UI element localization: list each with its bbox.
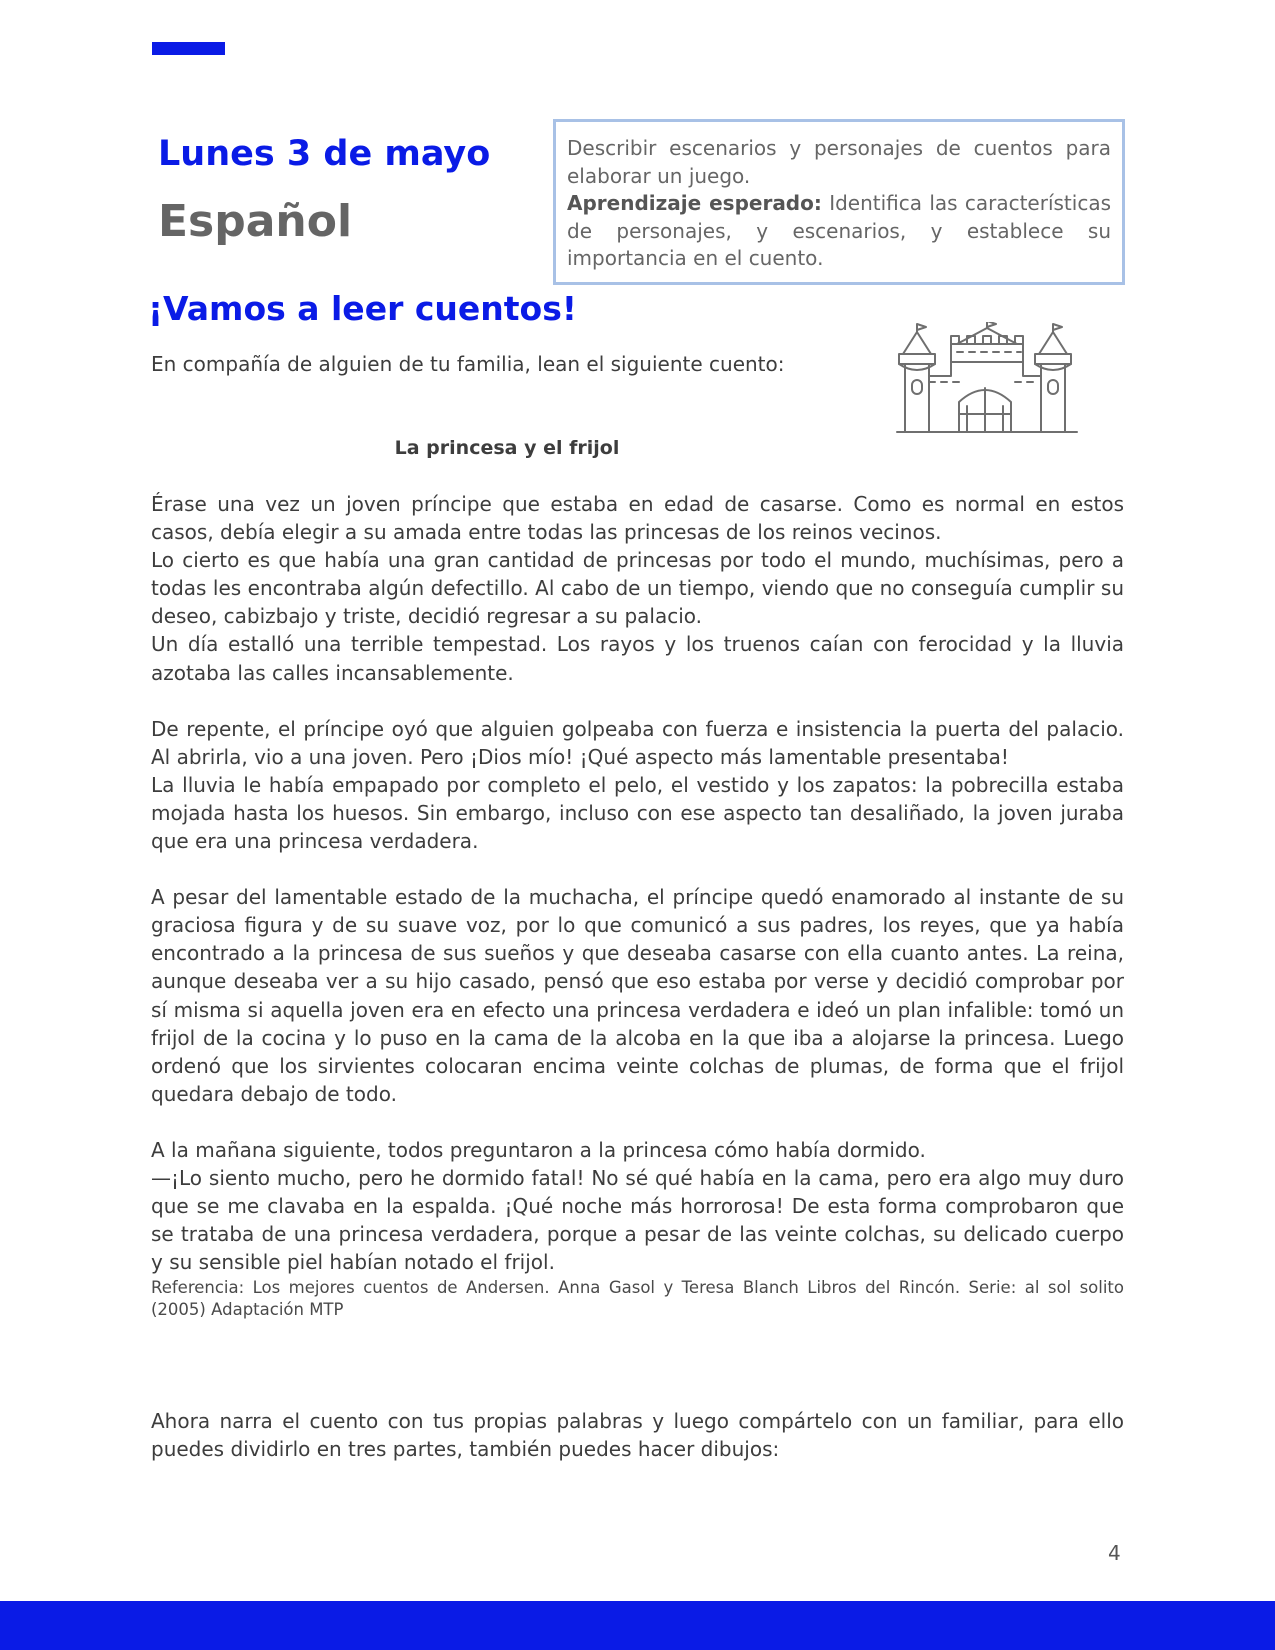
- expected-learning-label: Aprendizaje esperado:: [567, 191, 822, 215]
- expected-learning-text: Identifica las características de personajes, y escenarios, y establece su importancia en el cuento.: [567, 191, 1111, 270]
- story-paragraph: Érase una vez un joven príncipe que estaba en edad de casarse. Como es normal en estos casos, debía elegir a su amada entre todas las princesas de los reinos vecinos.: [151, 492, 1124, 545]
- lesson-date: Lunes 3 de mayo: [158, 134, 491, 174]
- expected-learning: [567, 190, 1111, 273]
- story-paragraph: La lluvia le había empapado por completo el pelo, el vestido y los zapatos: la pobrecilla estaba mojada hasta los huesos. Sin embargo, incluso con ese aspecto tan desaliñado, la joven juraba que era una princesa verdadera.: [151, 772, 1124, 854]
- intro-text: En compañía de alguien de tu familia, lean el siguiente cuento:: [151, 352, 785, 376]
- story-body: [151, 490, 1124, 1276]
- closing-instruction: Ahora narra el cuento con tus propias palabras y luego compártelo con un familiar, para ello puedes dividirlo en tres partes, también puedes hacer dibujos:: [151, 1409, 1124, 1462]
- story-reference: Referencia: Los mejores cuentos de Andersen. Anna Gasol y Teresa Blanch Libros del Rincón. Serie: al sol solito (2005) Adaptación MTP: [151, 1278, 1124, 1319]
- top-accent-bar: [152, 42, 225, 55]
- story-title: La princesa y el frijol: [394, 437, 620, 459]
- story-paragraph: Lo cierto es que había una gran cantidad de princesas por todo el mundo, muchísimas, pero a todas les encontraba algún defectillo. Al cabo de un tiempo, viendo que no conseguía cumplir su deseo, cabizbajo y triste, decidió regresar a su palacio.: [151, 548, 1124, 629]
- footer-bar: [0, 1601, 1275, 1650]
- story-paragraph: De repente, el príncipe oyó que alguien golpeaba con fuerza e insistencia la puerta del palacio. Al abrirla, vio a una joven. Pero ¡Dios mío! ¡Qué aspecto más lamentable presentaba!: [151, 716, 1124, 769]
- learning-goal-box: [553, 119, 1125, 285]
- castle-icon: [893, 322, 1081, 434]
- section-heading: ¡Vamos a leer cuentos!: [148, 289, 577, 328]
- subject-title: Español: [158, 196, 353, 247]
- story-paragraph: A pesar del lamentable estado de la muchacha, el príncipe quedó enamorado al instante de su graciosa figura y de su suave voz, por lo que comunicó a sus padres, los reyes, que ya había encontrado a la princesa de sus sueños y que deseaba casarse con ella cuanto antes. La reina, aunque deseaba ver a su hijo casado, pensó que eso estaba por verse y decidió comprobar por sí misma si aquella joven era en efecto una princesa verdadera e ideó un plan infalible: tomó un frijol de la cocina y lo puso en la cama de la alcoba en la que iba a alojarse la princesa. Luego ordenó que los sirvientes colocaran encima veinte colchas de plumas, de forma que el frijol quedara debajo de todo.: [151, 885, 1124, 1106]
- story-paragraph: A la mañana siguiente, todos preguntaron a la princesa cómo había dormido.: [151, 1137, 926, 1162]
- story-paragraph: Un día estalló una terrible tempestad. Los rayos y los truenos caían con ferocidad y la lluvia azotaba las calles incansablemente.: [151, 632, 1124, 685]
- page-number: 4: [1108, 1541, 1121, 1565]
- story-paragraph: —¡Lo siento mucho, pero he dormido fatal! No sé qué había en la cama, pero era algo muy duro que se me clavaba en la espalda. ¡Qué noche más horrorosa! De esta forma comprobaron que se trataba de una princesa verdadera, porque a pesar de las veinte colchas, su delicado cuerpo y su sensible piel habían notado el frijol.: [151, 1165, 1124, 1275]
- goal-description: Describir escenarios y personajes de cuentos para elaborar un juego.: [567, 136, 1111, 188]
